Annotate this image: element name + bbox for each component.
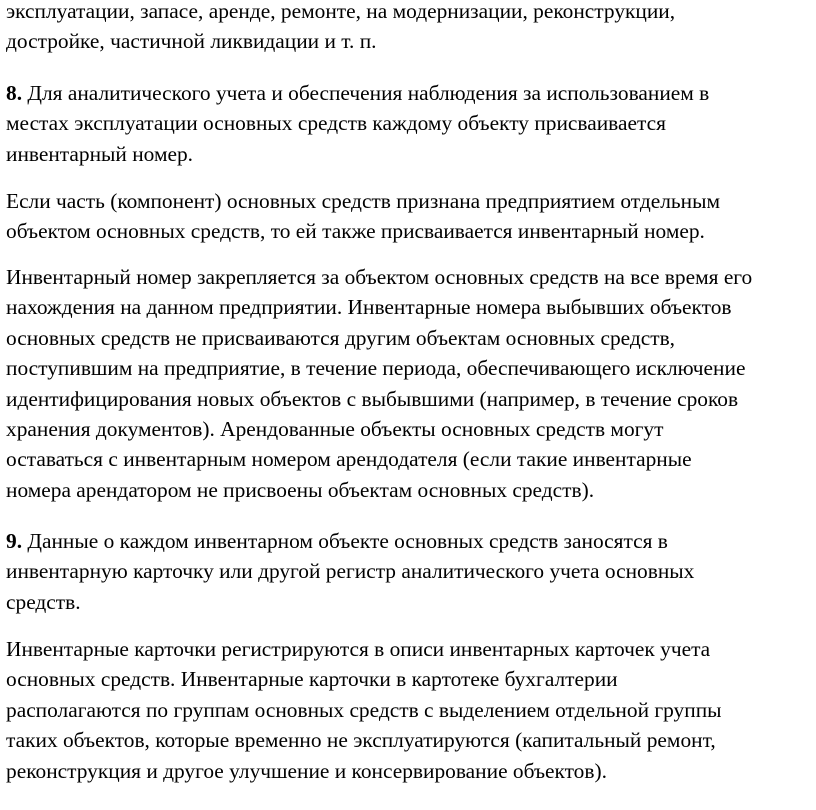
paragraph-text: Для аналитического учета и обеспечения наблюдения за использованием в местах эксплуатации основных средств каждому объекту присваивается инвентарный номер. [6, 81, 710, 166]
paragraph-text: Инвентарный номер закрепляется за объектом основных средств на все время его нахождения на данном предприятии. Инвентарные номера выбывших объектов основных средств не присваиваются другим объектам основных средств, поступившим на предприятие, в течение периода, обеспечивающего исключение идентифицирования новых объектов с выбывшими (например, в течение сроков хранения документов). Арендованные объекты основных средств могут оставаться с инвентарным номером арендодателя (если такие инвентарные номера арендатором не присвоены объектам основных средств). [6, 265, 753, 502]
paragraph-continuation [6, 0, 806, 57]
paragraph-number: 8. [6, 81, 23, 105]
paragraph-text: Данные о каждом инвентарном объекте основных средств заносятся в инвентарную карточку или другой регистр аналитического учета основных средств. [6, 529, 695, 614]
paragraph-text: эксплуатации, запасе, аренде, ремонте, на модернизации, реконструкции, достройке, частичной ликвидации и т. п. [6, 0, 676, 54]
paragraph-component [6, 186, 806, 247]
paragraph-inventory-number [6, 262, 806, 505]
paragraph-text: Инвентарные карточки регистрируются в описи инвентарных карточек учета основных средств. Инвентарные карточки в картотеке бухгалтерии располагаются по группам основных средств с выделением отдельной группы таких объектов, которые временно не эксплуатируются (капитальный ремонт, реконструкция и другое улучшение и консервирование объектов). [6, 637, 722, 783]
paragraph-item-9 [6, 526, 806, 617]
paragraph-number: 9. [6, 529, 23, 553]
paragraph-text: Если часть (компонент) основных средств признана предприятием отдельным объектом основных средств, то ей также присваивается инвентарный номер. [6, 189, 720, 244]
paragraph-item-8 [6, 78, 806, 169]
paragraph-inventory-cards [6, 634, 806, 786]
